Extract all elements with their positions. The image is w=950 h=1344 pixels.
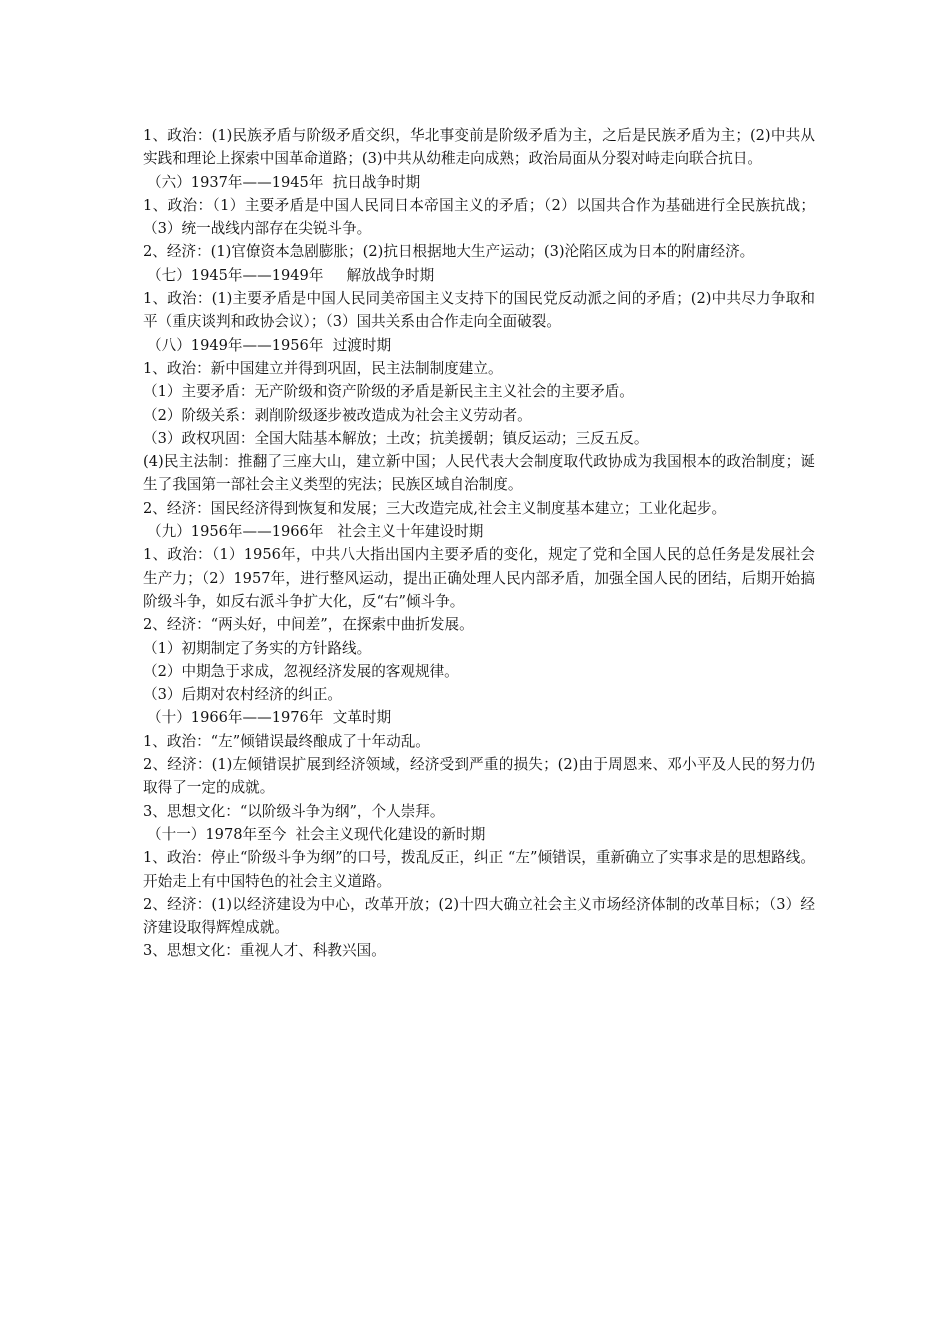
section-heading-11: （十一）1978年至今 社会主义现代化建设的新时期 xyxy=(147,825,486,843)
section-heading-8: （八）1949年——1956年 过渡时期 xyxy=(147,336,392,354)
paragraph-item: (4)民主法制：推翻了三座大山，建立新中国；人民代表大会制度取代政协成为我国根本的政治制度；诞生了我国第一部社会主义类型的宪法；民族区域自治制度。 xyxy=(143,453,815,494)
paragraph-economy: 2、经济：国民经济得到恢复和发展；三大改造完成,社会主义制度基本建立；工业化起步。 xyxy=(143,499,727,517)
section-heading-6: （六）1937年——1945年 抗日战争时期 xyxy=(147,173,421,191)
paragraph-item: （1）初期制定了务实的方针路线。 xyxy=(143,639,372,657)
paragraph-politics: 1、政治：（1）主要矛盾是中国人民同日本帝国主义的矛盾；（2）以国共合作为基础进行全民族抗战；（3）统一战线内部存在尖锐斗争。 xyxy=(143,196,815,238)
paragraph-politics: 1、政治：“左”倾错误最终酿成了十年动乱。 xyxy=(143,732,430,750)
section-heading-9: （九）1956年——1966年 社会主义十年建设时期 xyxy=(147,523,484,541)
paragraph-politics: 1、政治：停止“阶级斗争为纲”的口号，拨乱反正，纠正 “左”倾错误，重新确立了实事求是的思想路线。开始走上有中国特色的社会主义道路。 xyxy=(143,849,815,890)
section-heading-10: （十）1966年——1976年 文革时期 xyxy=(147,709,392,727)
paragraph-politics: 1、政治：(1)主要矛盾是中国人民同美帝国主义支持下的国民党反动派之间的矛盾；(2)中共尽力争取和平（重庆谈判和政协会议）；（3）国共关系由合作走向全面破裂。 xyxy=(143,290,815,331)
paragraph-economy: 2、经济：“两头好，中间差”，在探索中曲折发展。 xyxy=(143,616,474,634)
paragraph-item: （3）政权巩固：全国大陆基本解放；土改；抗美援朝；镇反运动；三反五反。 xyxy=(143,429,649,447)
paragraph-item: （2）阶级关系：剥削阶级逐步被改造成为社会主义劳动者。 xyxy=(143,406,532,424)
document-page xyxy=(143,124,815,963)
paragraph-item: （3）后期对农村经济的纠正。 xyxy=(143,686,343,704)
paragraph-economy: 2、经济：(1)以经济建设为中心，改革开放；(2)十四大确立社会主义市场经济体制的改革目标；（3）经济建设取得辉煌成就。 xyxy=(143,895,815,937)
paragraph-item: （2）中期急于求成，忽视经济发展的客观规律。 xyxy=(143,662,459,680)
paragraph-politics: 1、政治：（1）1956年，中共八大指出国内主要矛盾的变化，规定了党和全国人民的总任务是发展社会生产力；（2）1957年，进行整风运动，提出正确处理人民内部矛盾，加强全国人民的团结，后期开始搞阶级斗争，如反右派斗争扩大化，反“右”倾斗争。 xyxy=(143,546,815,610)
paragraph-politics-intro: 1、政治：(1)民族矛盾与阶级矛盾交织，华北事变前是阶级矛盾为主，之后是民族矛盾为主；(2)中共从实践和理论上探索中国革命道路；(3)中共从幼稚走向成熟；政治局面从分裂对峙走向联合抗日。 xyxy=(143,127,815,168)
paragraph-economy: 2、经济：(1)左倾错误扩展到经济领域，经济受到严重的损失；(2)由于周恩来、邓小平及人民的努力仍取得了一定的成就。 xyxy=(143,756,815,797)
paragraph-culture: 3、思想文化：重视人才、科教兴国。 xyxy=(143,942,386,960)
paragraph-culture: 3、思想文化：“以阶级斗争为纲”，个人崇拜。 xyxy=(143,802,445,820)
paragraph-item: （1）主要矛盾：无产阶级和资产阶级的矛盾是新民主主义社会的主要矛盾。 xyxy=(143,383,634,401)
section-heading-7: （七）1945年——1949年 解放战争时期 xyxy=(147,266,435,284)
paragraph-politics: 1、政治：新中国建立并得到巩固，民主法制制度建立。 xyxy=(143,359,503,377)
paragraph-economy: 2、经济：(1)官僚资本急剧膨胀；(2)抗日根据地大生产运动；(3)沦陷区成为日本的附庸经济。 xyxy=(143,243,755,261)
